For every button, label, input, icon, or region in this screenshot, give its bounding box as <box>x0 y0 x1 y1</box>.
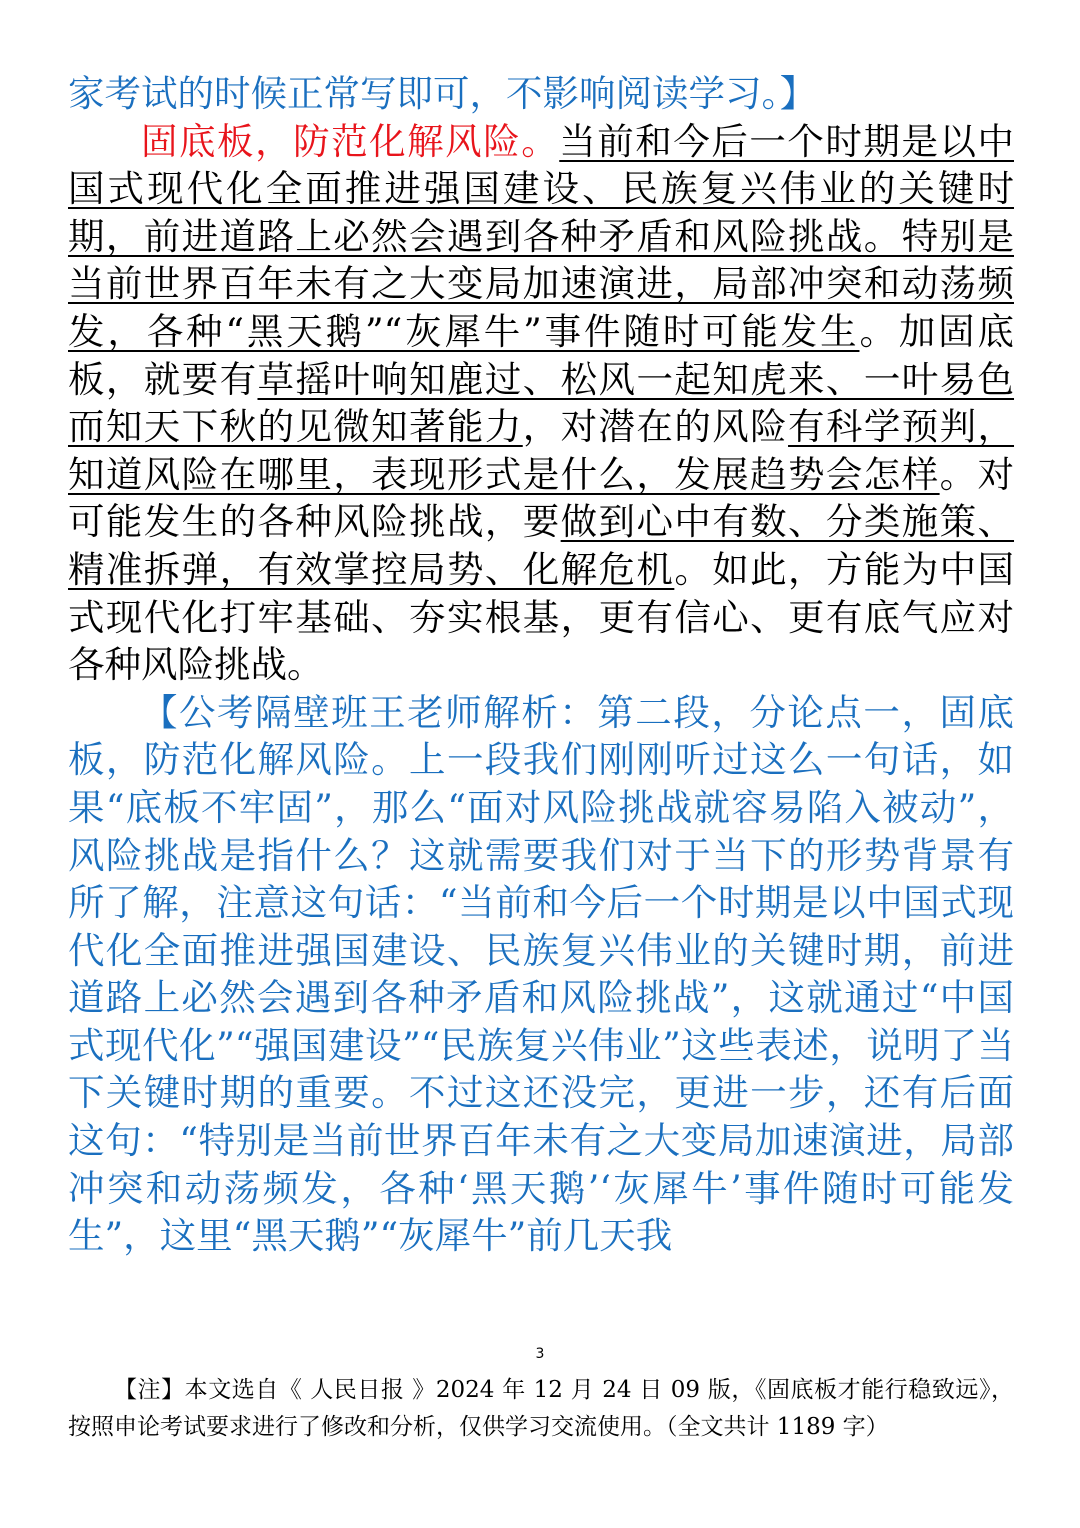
footnote <box>68 1372 1014 1446</box>
body-segment: 。加固底板，就要有 <box>68 309 1015 401</box>
body-segment: 。如此，方能为中国式现代化打牢基础、夯实根基，更有信心、更有底气应对各种风险挑战。 <box>68 547 1015 687</box>
paragraph-risk-prevention <box>68 118 1014 689</box>
continuation-line: 家考试的时候正常写即可，不影响阅读学习。】 <box>68 72 817 115</box>
page-number: 3 <box>535 1346 545 1362</box>
paragraph-heading: 固底板，防范化解风险。 <box>141 119 560 163</box>
underlined-text: 有科学预判，知道风险在哪里，表现形式是什么，发展趋势会怎样 <box>68 405 1015 496</box>
body-segment: ，对潜在的风险 <box>522 405 789 449</box>
underlined-text: 做到心中有数、分类施策、精准拆弹，有效掌控局势、化解危机 <box>68 500 1015 591</box>
analysis-paragraph: 【公考隔壁班王老师解析：第二段，分论点一，固底板，防范化解风险。上一段我们刚刚听过这么一句话，如果“底板不牢固”，那么“面对风险挑战就容易陷入被动”，风险挑战是指什么？这就需要我们对于当下的形势背景有所了解，注意这句话：“当前和今后一个时期是以中国式现代化全面推进强国建设、民族复兴伟业的关键时期，前进道路上必然会遇到各种矛盾和风险挑战”，这就通过“中国式现代化”“强国建设”“民族复兴伟业”这些表述，说明了当下关键时期的重要。不过这还没完，更进一步，还有后面这句：“特别是当前世界百年未有之大变局加速演进，局部冲突和动荡频发，各种‘黑天鹅’‘灰犀牛’事件随时可能发生”，这里“黑天鹅”“灰犀牛”前几天我 <box>68 690 1014 1258</box>
underlined-text: 草摇叶响知鹿过、松风一起知虎来、一叶易色而知天下秋的见微知著能力 <box>68 357 1015 449</box>
body-segment: 。对可能发生的各种风险挑战，要 <box>68 452 1015 544</box>
underlined-text: 当前和今后一个时期是以中国式现代化全面推进强国建设、民族复兴伟业的关键时期，前进道路上必然会遇到各种矛盾和风险挑战。特别是当前世界百年未有之大变局加速演进，局部冲突和动荡频发，各种“黑天鹅”“灰犀牛”事件随时可能发生 <box>68 119 1014 353</box>
body-text <box>68 70 1014 1260</box>
footnote-text: 【注】本文选自《 人民日报 》2024 年 12 月 24 日 09 版，《固底板才能行稳致远》，按照申论考试要求进行了修改和分析，仅供学习交流使用。（全文共计 1189 字） <box>68 1377 1014 1440</box>
